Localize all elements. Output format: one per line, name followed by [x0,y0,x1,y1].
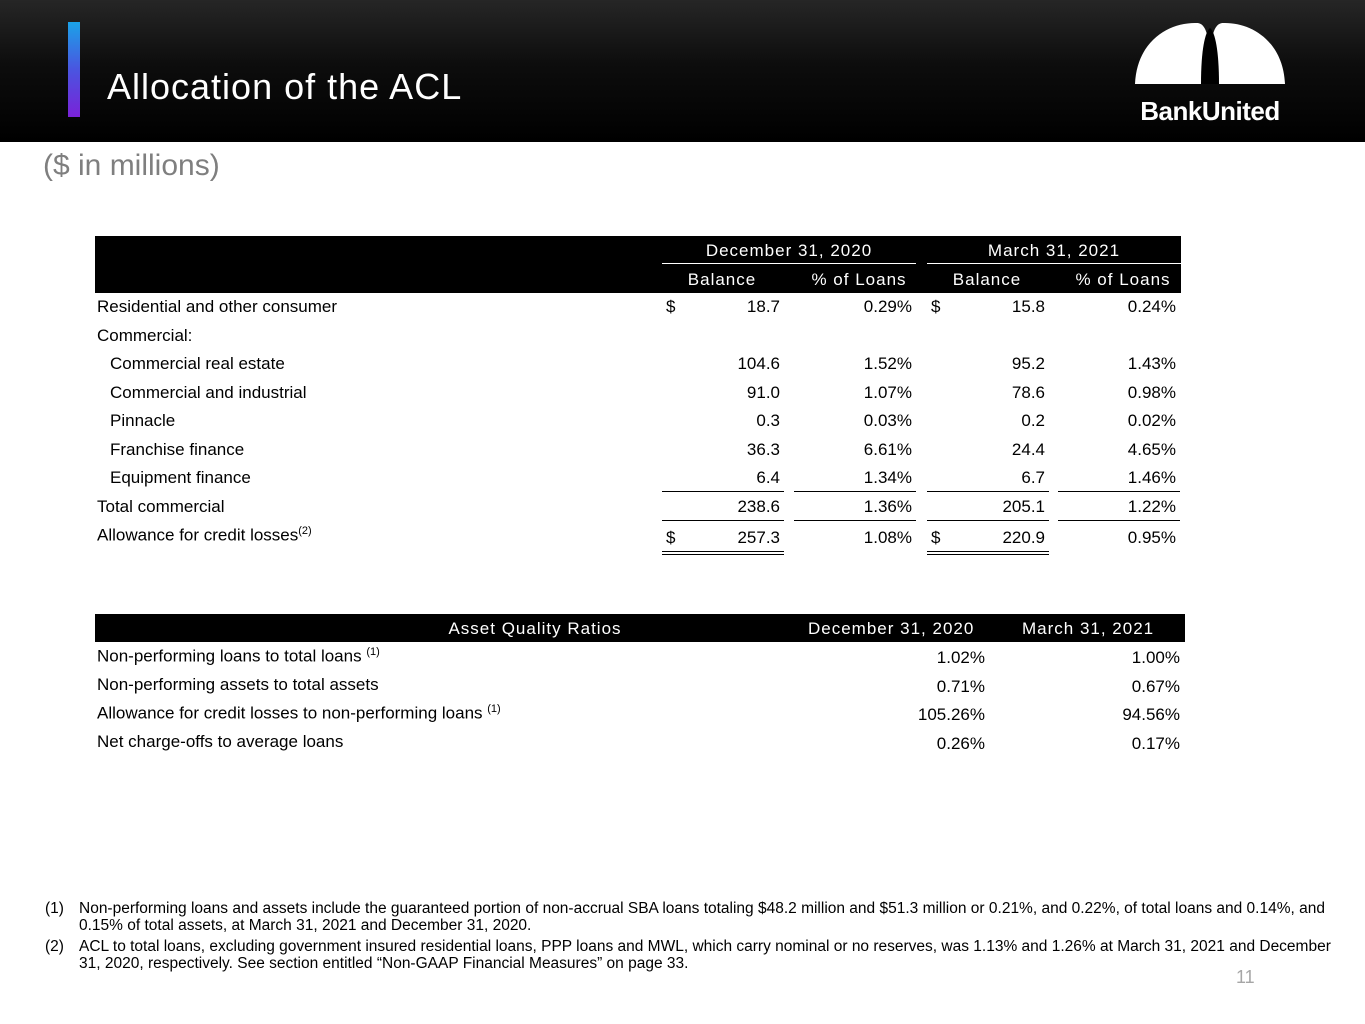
dec-pct: 6.61% [863,439,912,459]
mar-pct: 0.02% [1127,411,1176,430]
row-label: Franchise finance [110,439,245,459]
arch-logo-icon [1135,20,1285,84]
mar-balance: 0.2 [1021,411,1045,430]
footnote-text: ACL to total loans, excluding government insured residential loans, PPP loans and MWL, which carry nominal or no reserves, was 1.13% and 1.26% at March 31, 2021 and December 31, 2020, respectively. See section entitled “Non-GAAP Financial Measures” on page 33. [79,938,1331,972]
row-label [97,646,380,667]
footnote-ref: (1) [487,703,501,715]
row-label: Total commercial [97,496,225,516]
period-dec-2020: December 31, 2020 [705,241,873,260]
dec-pct: 1.07% [863,382,912,402]
total-double-rule [927,551,1049,552]
mar-pct: 1.43% [1127,354,1176,373]
footnote-2 [45,938,1335,972]
slide-header [0,0,1365,142]
accent-bar [68,22,80,117]
mar-pct: 4.65% [1127,439,1176,459]
aq-dec-value: 105.26% [917,705,985,724]
table-row [95,671,1185,700]
row-label-text: Non-performing loans to total loans [97,646,362,666]
slide-title: Allocation of the ACL [107,66,463,107]
dec-pct: 1.52% [863,354,912,373]
dec-pct: 0.29% [863,297,912,316]
row-label: Equipment finance [110,468,251,487]
page-number: 11 [1236,967,1255,987]
aq-dec-value: 0.71% [936,676,985,696]
dec-pct: 1.36% [863,496,912,516]
dec-balance: 238.6 [737,496,780,516]
dec-balance: 0.3 [756,411,780,430]
units-subtitle: ($ in millions) [43,149,220,182]
col-mar-pct: % of Loans [1075,270,1171,289]
row-label-text: Allowance for credit losses to non-performing loans [97,703,483,723]
mar-balance: 220.9 [1002,528,1045,547]
table-row [95,699,1185,728]
asset-quality-table [95,614,1185,756]
bankunited-logo [1130,20,1290,125]
row-label: Commercial and industrial [110,382,307,402]
footnote-number: (2) [45,938,64,955]
total-double-rule [927,554,1049,555]
mar-pct: 0.95% [1127,528,1176,547]
row-label-text: Allowance for credit losses [97,525,299,545]
currency-symbol: $ [931,528,941,547]
row-label: Pinnacle [110,411,176,430]
currency-symbol: $ [666,297,676,316]
dec-balance: 91.0 [746,382,780,402]
table-row [95,379,1181,408]
mar-balance: 205.1 [1002,496,1045,516]
table-row [95,407,1181,436]
row-label: Residential and other consumer [97,297,338,316]
total-double-rule [662,554,784,555]
acl-table-header [95,236,1181,293]
col-dec-balance: Balance [687,270,757,289]
table-row [95,464,1181,493]
aq-mar-value: 94.56% [1122,705,1180,724]
total-double-rule [662,551,784,552]
aq-period-mar-2021: March 31, 2021 [1022,619,1155,638]
footnotes [45,900,1335,976]
col-mar-balance: Balance [952,270,1022,289]
dec-balance: 257.3 [737,528,780,547]
currency-symbol: $ [666,528,676,547]
footnote-ref: (1) [366,646,380,658]
footnote-1 [45,900,1335,934]
table-row [95,521,1181,557]
mar-pct: 1.46% [1127,468,1176,487]
mar-balance: 95.2 [1011,354,1045,373]
period-mar-2021: March 31, 2021 [987,241,1121,260]
dec-balance: 36.3 [746,439,780,459]
mar-balance: 15.8 [1011,297,1045,316]
mar-pct: 0.98% [1127,382,1176,402]
aq-dec-value: 1.02% [936,648,985,667]
row-label: Commercial real estate [110,354,285,373]
aq-table-header [95,614,1185,642]
mar-balance: 6.7 [1021,468,1045,487]
currency-symbol: $ [931,297,941,316]
footnote-number: (1) [45,900,64,917]
mar-pct: 0.24% [1127,297,1176,316]
footnote-ref: (2) [298,525,312,537]
mar-balance: 78.6 [1011,382,1045,402]
aq-period-dec-2020: December 31, 2020 [808,619,975,638]
table-row [95,293,1181,322]
dec-balance: 6.4 [756,468,780,487]
header-rule [662,263,916,264]
dec-balance: 18.7 [746,297,780,316]
aq-mar-value: 1.00% [1131,648,1180,667]
aq-header-title: Asset Quality Ratios [448,619,622,638]
row-label: Non-performing assets to total assets [97,674,379,694]
mar-pct: 1.22% [1127,496,1176,516]
table-row [95,436,1181,465]
footnote-text: Non-performing loans and assets include the guaranteed portion of non-accrual SBA loans totaling $48.2 million and $51.3 million or 0.21%, and 0.22%, of total loans and 0.14%, and 0.15% of total assets, at March 31, 2021 and December 31, 2020. [79,900,1325,934]
acl-table [95,236,1181,557]
table-row [95,642,1185,671]
table-row [95,493,1181,522]
dec-pct: 1.34% [863,468,912,487]
table-row [95,322,1181,351]
table-row [95,350,1181,379]
dec-pct: 0.03% [863,411,912,430]
section-label: Commercial: [97,325,193,345]
brand-name: BankUnited [1140,96,1280,126]
header-rule [927,263,1181,264]
row-label [97,703,501,724]
table-row [95,728,1185,757]
row-label [97,525,312,546]
dec-balance: 104.6 [737,354,780,373]
mar-balance: 24.4 [1011,439,1045,459]
row-label: Net charge-offs to average loans [97,731,344,751]
dec-pct: 1.08% [863,528,912,547]
aq-dec-value: 0.26% [936,733,985,753]
aq-mar-value: 0.67% [1131,676,1180,696]
col-dec-pct: % of Loans [811,270,907,289]
aq-mar-value: 0.17% [1131,733,1180,753]
